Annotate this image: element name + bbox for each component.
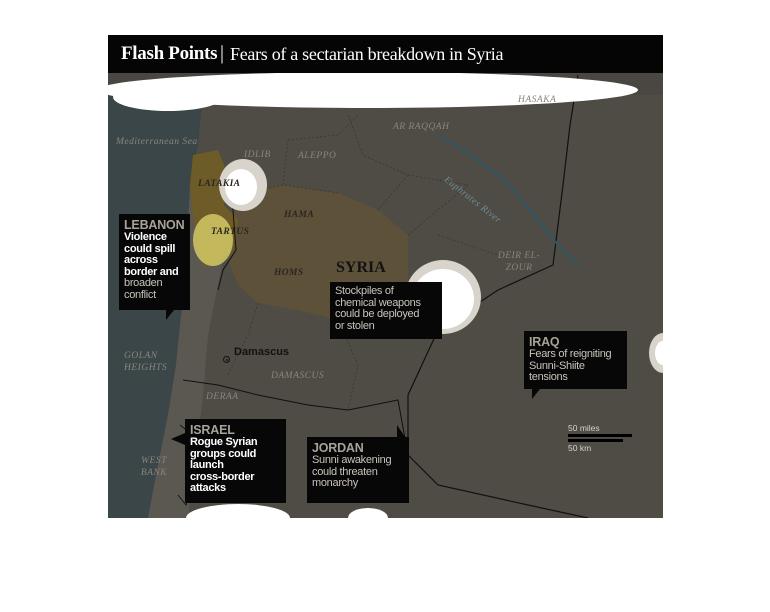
deir-ez-zour-label: DEIR EL-ZOUR [497, 251, 541, 273]
homs-label: HOMS [274, 268, 304, 278]
syria-line-1: Stockpiles of [335, 285, 394, 297]
idlib-label: IDLIB [244, 150, 271, 160]
yellow-patch-tartus [193, 214, 233, 266]
israel-callout-heading: ISRAEL [190, 423, 235, 437]
scale-km-bar [568, 439, 623, 442]
scale-km-label: 50 km [568, 443, 592, 453]
jordan-callout-pointer [397, 425, 405, 437]
hasaka-label: HASAKA [518, 95, 557, 105]
syria-line-4: or stolen [335, 319, 375, 332]
tartus-label: TARTUS [211, 227, 250, 237]
scale-bar [568, 423, 632, 453]
israel-line-2: groups could [190, 447, 257, 460]
syria-line-3: could be deployed [335, 308, 420, 320]
lebanon-callout-pointer [166, 310, 174, 320]
jordan-callout [307, 437, 409, 503]
title-bar [108, 35, 663, 73]
israel-callout-pointer [171, 433, 185, 445]
deraa-label: DERAA [206, 392, 239, 402]
iraq-callout [524, 331, 627, 389]
iraq-line-3: tensions [529, 371, 568, 383]
lebanon-callout [119, 214, 190, 310]
hama-label: HAMA [284, 210, 315, 220]
white-patch-top-left [113, 83, 223, 111]
iraq-line-1: Fears of reigniting [529, 348, 612, 360]
syria-line-2: chemical weapons [335, 296, 421, 309]
damascus-marker-icon [223, 356, 230, 363]
aleppo-label: ALEPPO [298, 151, 337, 161]
map-frame [108, 35, 663, 518]
lebanon-line-1: Violence [124, 231, 167, 243]
scale-miles-bar [568, 434, 632, 437]
map-subtitle: Fears of a sectarian breakdown in Syria [230, 44, 504, 64]
golan-heights-label: GOLAN HEIGHTS [124, 351, 168, 373]
euphrates-label: Euphrates River [441, 175, 503, 226]
israel-callout [185, 419, 286, 503]
israel-line-5: attacks [190, 482, 226, 494]
jordan-line-3: monarchy [312, 477, 358, 489]
syria-country-label: SYRIA [336, 259, 386, 276]
map-title: Flash Points [121, 43, 218, 64]
ar-raqqah-label: AR RAQQAH [393, 122, 450, 132]
scale-miles-label: 50 miles [568, 423, 600, 433]
iraq-callout-pointer [532, 389, 540, 399]
lebanon-line-6: conflict [124, 288, 156, 301]
iraq-line-2: Sunni-Shiite [529, 359, 585, 372]
israel-line-1: Rogue Syrian [190, 436, 258, 448]
lebanon-line-3: across [124, 254, 158, 266]
title-separator: | [220, 42, 225, 64]
damascus-region-label: DAMASCUS [271, 371, 325, 381]
jordan-line-1: Sunni awakening [312, 454, 392, 466]
lebanon-line-2: could spill [124, 242, 176, 255]
jordan-callout-heading: JORDAN [312, 441, 364, 455]
lebanon-line-5: broaden [124, 277, 163, 289]
lebanon-line-4: border and [124, 265, 179, 278]
jordan-line-2: could threaten [312, 465, 378, 478]
damascus-city-label: Damascus [234, 346, 290, 358]
iraq-callout-heading: IRAQ [529, 335, 560, 349]
syria-callout [330, 282, 442, 339]
west-bank-label: WEST BANK [140, 456, 168, 478]
lebanon-callout-heading: LEBANON [124, 218, 185, 232]
israel-line-3: launch [190, 459, 224, 471]
israel-line-4: cross-border [190, 470, 255, 483]
latakia-label: LATAKIA [198, 179, 241, 189]
sea-label: Mediterranean Sea [116, 137, 198, 147]
